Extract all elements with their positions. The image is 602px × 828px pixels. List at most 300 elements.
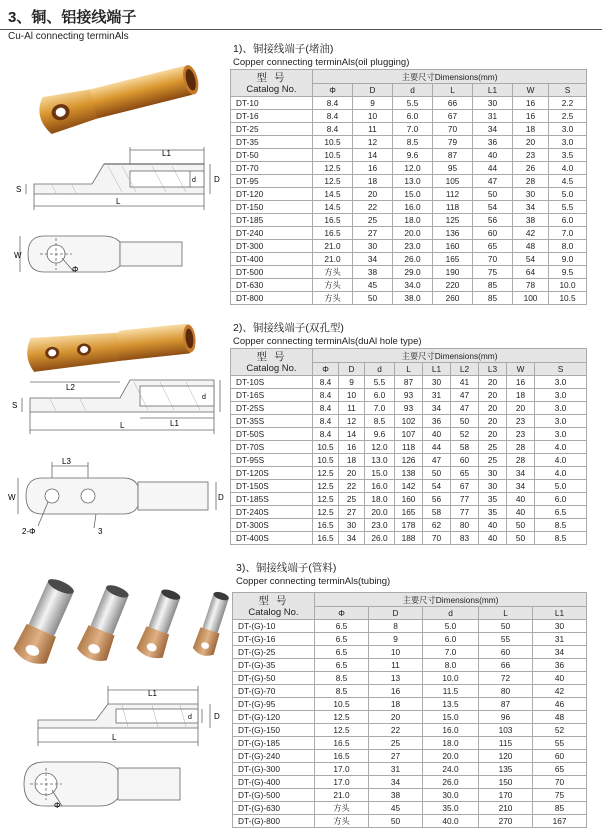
table-row xyxy=(233,802,587,815)
value-cell: 12 xyxy=(353,136,393,149)
value-cell: 103 xyxy=(479,724,533,737)
value-cell: 70 xyxy=(533,776,587,789)
value-cell: 160 xyxy=(395,493,423,506)
table-row xyxy=(231,162,587,175)
tubing-side-drawing xyxy=(12,684,232,750)
value-cell: 70 xyxy=(423,532,451,545)
section-1-heading xyxy=(233,43,409,69)
catalog-header-en: Catalog No. xyxy=(248,606,299,618)
oil-plugging-top-drawing xyxy=(14,228,194,280)
value-cell: 20 xyxy=(479,415,507,428)
table-row xyxy=(233,685,587,698)
value-cell: 10 xyxy=(353,110,393,123)
value-cell: 41 xyxy=(451,376,479,389)
catalog-cell: DT-(G)-120 xyxy=(233,711,315,724)
value-cell: 48 xyxy=(513,240,549,253)
table-row xyxy=(231,201,587,214)
catalog-cell: DT-630 xyxy=(231,279,313,292)
catalog-cell: DT-10 xyxy=(231,97,313,110)
table-row xyxy=(231,480,587,493)
table-row xyxy=(233,724,587,737)
value-cell: 9 xyxy=(353,97,393,110)
table-row xyxy=(233,750,587,763)
table-row xyxy=(231,493,587,506)
value-cell: 72 xyxy=(479,672,533,685)
value-cell: 50 xyxy=(451,415,479,428)
value-cell: 25 xyxy=(339,493,365,506)
catalog-header-en: Catalog No. xyxy=(246,362,297,374)
value-cell: 107 xyxy=(395,428,423,441)
dimensions-header: 主要尺寸Dimensions(mm) xyxy=(315,593,587,607)
section-1-spec-table xyxy=(230,69,587,305)
value-cell: 28 xyxy=(513,175,549,188)
catalog-cell: DT-240S xyxy=(231,506,313,519)
label-d: d xyxy=(188,714,192,721)
value-cell: 36 xyxy=(473,136,513,149)
value-cell: 12 xyxy=(339,415,365,428)
value-cell: 8.5 xyxy=(535,519,587,532)
value-cell: 6.0 xyxy=(549,214,587,227)
value-cell: 85 xyxy=(473,292,513,305)
table-row xyxy=(231,253,587,266)
value-cell: 8.5 xyxy=(393,136,433,149)
value-cell: 26 xyxy=(513,162,549,175)
catalog-cell: DT-70 xyxy=(231,162,313,175)
value-cell: 87 xyxy=(433,149,473,162)
value-cell: 23 xyxy=(513,149,549,162)
value-cell: 16 xyxy=(369,685,423,698)
value-cell: 18 xyxy=(507,389,535,402)
value-cell: 36 xyxy=(423,415,451,428)
value-cell: 75 xyxy=(473,266,513,279)
value-cell: 16.5 xyxy=(313,227,353,240)
value-cell: 12.5 xyxy=(313,506,339,519)
column-header: Φ xyxy=(313,84,353,97)
catalog-cell: DT-150S xyxy=(231,480,313,493)
catalog-cell: DT-(G)-16 xyxy=(233,633,315,646)
value-cell: 12.0 xyxy=(365,441,395,454)
value-cell: 35.0 xyxy=(423,802,479,815)
value-cell: 160 xyxy=(433,240,473,253)
value-cell: 16 xyxy=(339,441,365,454)
value-cell: 6.5 xyxy=(535,506,587,519)
column-header: L xyxy=(395,363,423,376)
label-2-phi: 2-Φ xyxy=(22,527,36,536)
value-cell: 20.0 xyxy=(423,750,479,763)
value-cell: 10.5 xyxy=(549,292,587,305)
value-cell: 34.0 xyxy=(393,279,433,292)
value-cell: 31 xyxy=(473,110,513,123)
value-cell: 3.0 xyxy=(535,415,587,428)
value-cell: 10.0 xyxy=(549,279,587,292)
oil-plugging-side-drawing xyxy=(12,146,232,212)
value-cell: 25 xyxy=(353,214,393,227)
value-cell: 21.0 xyxy=(313,253,353,266)
value-cell: 12.5 xyxy=(313,493,339,506)
value-cell: 27 xyxy=(353,227,393,240)
table-row xyxy=(233,789,587,802)
value-cell: 58 xyxy=(423,506,451,519)
value-cell: 22 xyxy=(353,201,393,214)
value-cell: 150 xyxy=(479,776,533,789)
table-row xyxy=(231,415,587,428)
column-header: d xyxy=(423,607,479,620)
value-cell: 20 xyxy=(479,376,507,389)
value-cell: 9 xyxy=(369,633,423,646)
tubing-lugs-photo xyxy=(6,578,232,670)
value-cell: 8.4 xyxy=(313,415,339,428)
section-3-title-cn: 3)、铜接线端子(管料) xyxy=(236,562,337,574)
label-S: S xyxy=(12,401,18,410)
value-cell: 12.5 xyxy=(315,711,369,724)
value-cell: 34 xyxy=(423,402,451,415)
value-cell: 3.0 xyxy=(549,136,587,149)
value-cell: 48 xyxy=(533,711,587,724)
section-1-title-cn: 1)、铜接线端子(堵油) xyxy=(233,43,334,55)
value-cell: 40.0 xyxy=(423,815,479,828)
value-cell: 4.0 xyxy=(535,441,587,454)
value-cell: 65 xyxy=(451,467,479,480)
value-cell: 16.5 xyxy=(313,532,339,545)
table-row xyxy=(233,711,587,724)
value-cell: 126 xyxy=(395,454,423,467)
label-L: L xyxy=(120,421,125,430)
value-cell: 115 xyxy=(479,737,533,750)
value-cell: 30 xyxy=(513,188,549,201)
value-cell: 3.5 xyxy=(549,149,587,162)
catalog-cell: DT-(G)-240 xyxy=(233,750,315,763)
value-cell: 40 xyxy=(507,506,535,519)
value-cell: 11 xyxy=(353,123,393,136)
catalog-header xyxy=(231,349,313,376)
value-cell: 12.5 xyxy=(313,162,353,175)
table-row xyxy=(231,110,587,123)
catalog-cell: DT-(G)-50 xyxy=(233,672,315,685)
table-row xyxy=(233,763,587,776)
value-cell: 18.0 xyxy=(423,737,479,750)
value-cell: 6.5 xyxy=(315,633,369,646)
page-subtitle: Cu-Al connecting terminAls xyxy=(8,31,129,42)
label-L: L xyxy=(116,197,121,206)
value-cell: 30 xyxy=(479,467,507,480)
value-cell: 50 xyxy=(507,532,535,545)
value-cell: 8.5 xyxy=(315,685,369,698)
value-cell: 6.0 xyxy=(365,389,395,402)
value-cell: 14.5 xyxy=(313,201,353,214)
table-row xyxy=(231,467,587,480)
table-row xyxy=(231,279,587,292)
value-cell: 56 xyxy=(423,493,451,506)
value-cell: 13.5 xyxy=(423,698,479,711)
value-cell: 50 xyxy=(423,467,451,480)
column-header: L1 xyxy=(423,363,451,376)
value-cell: 87 xyxy=(395,376,423,389)
value-cell: 80 xyxy=(479,685,533,698)
label-W: W xyxy=(8,493,16,502)
value-cell: 40 xyxy=(533,672,587,685)
dual-hole-top-drawing xyxy=(8,458,228,538)
section-2-heading xyxy=(233,322,422,348)
value-cell: 34 xyxy=(507,467,535,480)
value-cell: 118 xyxy=(433,201,473,214)
value-cell: 30.0 xyxy=(423,789,479,802)
value-cell: 20 xyxy=(513,136,549,149)
value-cell: 188 xyxy=(395,532,423,545)
table-row xyxy=(233,659,587,672)
value-cell: 87 xyxy=(479,698,533,711)
value-cell: 15.0 xyxy=(393,188,433,201)
column-header: Φ xyxy=(313,363,339,376)
dimensions-header: 主要尺寸Dimensions(mm) xyxy=(313,349,587,363)
table-row xyxy=(231,240,587,253)
value-cell: 方头 xyxy=(315,802,369,815)
value-cell: 12.5 xyxy=(313,175,353,188)
section-1-title-en: Copper connecting terminAls(oil plugging) xyxy=(233,57,410,68)
catalog-header xyxy=(233,593,315,620)
value-cell: 18.0 xyxy=(393,214,433,227)
value-cell: 3.0 xyxy=(535,389,587,402)
label-L1: L1 xyxy=(162,149,171,158)
catalog-cell: DT-25 xyxy=(231,123,313,136)
value-cell: 方头 xyxy=(313,279,353,292)
label-phi: Φ xyxy=(72,265,79,274)
table-row xyxy=(231,441,587,454)
catalog-cell: DT-70S xyxy=(231,441,313,454)
catalog-cell: DT-185S xyxy=(231,493,313,506)
value-cell: 210 xyxy=(479,802,533,815)
catalog-cell: DT-50 xyxy=(231,149,313,162)
value-cell: 38.0 xyxy=(393,292,433,305)
value-cell: 6.0 xyxy=(535,493,587,506)
catalog-cell: DT-400 xyxy=(231,253,313,266)
section-3-spec-table xyxy=(232,592,587,828)
value-cell: 12.0 xyxy=(393,162,433,175)
value-cell: 5.5 xyxy=(365,376,395,389)
label-L1: L1 xyxy=(148,689,157,698)
catalog-cell: DT-400S xyxy=(231,532,313,545)
catalog-cell: DT-(G)-500 xyxy=(233,789,315,802)
value-cell: 45 xyxy=(353,279,393,292)
value-cell: 112 xyxy=(433,188,473,201)
value-cell: 12.5 xyxy=(315,724,369,737)
tubing-top-drawing xyxy=(14,756,194,812)
value-cell: 56 xyxy=(473,214,513,227)
value-cell: 20 xyxy=(479,389,507,402)
value-cell: 17.0 xyxy=(315,776,369,789)
value-cell: 35 xyxy=(479,506,507,519)
value-cell: 8.0 xyxy=(423,659,479,672)
value-cell: 105 xyxy=(433,175,473,188)
value-cell: 55 xyxy=(533,737,587,750)
value-cell: 136 xyxy=(433,227,473,240)
label-L3: L3 xyxy=(62,458,71,466)
value-cell: 31 xyxy=(369,763,423,776)
value-cell: 20.0 xyxy=(393,227,433,240)
table-row xyxy=(233,737,587,750)
value-cell: 40 xyxy=(507,493,535,506)
value-cell: 93 xyxy=(395,389,423,402)
value-cell: 10.5 xyxy=(313,441,339,454)
catalog-cell: DT-(G)-300 xyxy=(233,763,315,776)
value-cell: 13.0 xyxy=(365,454,395,467)
value-cell: 11 xyxy=(339,402,365,415)
table-row xyxy=(231,266,587,279)
value-cell: 66 xyxy=(433,97,473,110)
catalog-cell: DT-800 xyxy=(231,292,313,305)
table-row xyxy=(231,149,587,162)
value-cell: 22 xyxy=(369,724,423,737)
value-cell: 70 xyxy=(473,253,513,266)
value-cell: 11.5 xyxy=(423,685,479,698)
value-cell: 3.0 xyxy=(535,428,587,441)
value-cell: 8.5 xyxy=(535,532,587,545)
catalog-header-cn: 型 号 xyxy=(258,594,289,607)
value-cell: 50 xyxy=(479,620,533,633)
value-cell: 50 xyxy=(507,519,535,532)
column-header: d xyxy=(365,363,395,376)
value-cell: 20 xyxy=(507,402,535,415)
value-cell: 55 xyxy=(479,633,533,646)
value-cell: 60 xyxy=(473,227,513,240)
value-cell: 16 xyxy=(513,97,549,110)
value-cell: 15.0 xyxy=(423,711,479,724)
table-row xyxy=(231,428,587,441)
value-cell: 23 xyxy=(507,415,535,428)
value-cell: 5.0 xyxy=(423,620,479,633)
value-cell: 8.4 xyxy=(313,389,339,402)
value-cell: 15.0 xyxy=(365,467,395,480)
value-cell: 47 xyxy=(451,389,479,402)
value-cell: 120 xyxy=(479,750,533,763)
section-3-heading xyxy=(236,562,390,588)
catalog-cell: DT-240 xyxy=(231,227,313,240)
value-cell: 54 xyxy=(473,201,513,214)
value-cell: 18 xyxy=(353,175,393,188)
value-cell: 260 xyxy=(433,292,473,305)
value-cell: 44 xyxy=(473,162,513,175)
value-cell: 18 xyxy=(339,454,365,467)
value-cell: 13.0 xyxy=(393,175,433,188)
value-cell: 34 xyxy=(353,253,393,266)
value-cell: 190 xyxy=(433,266,473,279)
section-2-title-cn: 2)、铜接线端子(双孔型) xyxy=(233,322,344,334)
column-header: L3 xyxy=(479,363,507,376)
value-cell: 6.5 xyxy=(315,646,369,659)
value-cell: 25 xyxy=(479,454,507,467)
column-header: L2 xyxy=(451,363,479,376)
value-cell: 40 xyxy=(473,149,513,162)
table-row xyxy=(233,776,587,789)
value-cell: 30 xyxy=(533,620,587,633)
column-header: Φ xyxy=(315,607,369,620)
catalog-header xyxy=(231,70,313,97)
table-row xyxy=(231,506,587,519)
value-cell: 20.0 xyxy=(365,506,395,519)
value-cell: 28 xyxy=(507,441,535,454)
value-cell: 22 xyxy=(339,480,365,493)
value-cell: 34 xyxy=(473,123,513,136)
value-cell: 178 xyxy=(395,519,423,532)
label-L1: L1 xyxy=(170,419,179,428)
value-cell: 4.5 xyxy=(549,175,587,188)
column-header: D xyxy=(339,363,365,376)
value-cell: 38 xyxy=(353,266,393,279)
value-cell: 24.0 xyxy=(423,763,479,776)
value-cell: 16.0 xyxy=(393,201,433,214)
value-cell: 34 xyxy=(513,201,549,214)
value-cell: 2.2 xyxy=(549,97,587,110)
column-header: S xyxy=(535,363,587,376)
label-L2: L2 xyxy=(66,383,75,392)
value-cell: 35 xyxy=(479,493,507,506)
section-3-title-en: Copper connecting terminAls(tubing) xyxy=(236,576,391,587)
value-cell: 13 xyxy=(369,672,423,685)
value-cell: 6.0 xyxy=(393,110,433,123)
table-row xyxy=(231,123,587,136)
value-cell: 38 xyxy=(513,214,549,227)
value-cell: 54 xyxy=(513,253,549,266)
value-cell: 26.0 xyxy=(423,776,479,789)
value-cell: 21.0 xyxy=(315,789,369,802)
value-cell: 95 xyxy=(433,162,473,175)
value-cell: 165 xyxy=(433,253,473,266)
value-cell: 47 xyxy=(473,175,513,188)
catalog-cell: DT-50S xyxy=(231,428,313,441)
value-cell: 16 xyxy=(353,162,393,175)
table-row xyxy=(233,633,587,646)
catalog-cell: DT-(G)-35 xyxy=(233,659,315,672)
value-cell: 60 xyxy=(451,454,479,467)
value-cell: 10.5 xyxy=(313,454,339,467)
catalog-cell: DT-(G)-25 xyxy=(233,646,315,659)
catalog-cell: DT-120 xyxy=(231,188,313,201)
table-row xyxy=(231,97,587,110)
value-cell: 30 xyxy=(423,376,451,389)
value-cell: 12.5 xyxy=(313,467,339,480)
value-cell: 50 xyxy=(369,815,423,828)
value-cell: 10.5 xyxy=(313,136,353,149)
value-cell: 7.0 xyxy=(423,646,479,659)
value-cell: 31 xyxy=(533,633,587,646)
column-header: D xyxy=(353,84,393,97)
value-cell: 85 xyxy=(473,279,513,292)
value-cell: 20 xyxy=(339,467,365,480)
value-cell: 12.5 xyxy=(313,480,339,493)
value-cell: 16.5 xyxy=(313,519,339,532)
catalog-header-cn: 型 号 xyxy=(256,350,287,363)
label-D: D xyxy=(214,712,220,721)
value-cell: 80 xyxy=(451,519,479,532)
value-cell: 167 xyxy=(533,815,587,828)
value-cell: 16 xyxy=(513,110,549,123)
label-W: W xyxy=(14,251,22,260)
catalog-cell: DT-(G)-630 xyxy=(233,802,315,815)
value-cell: 3.0 xyxy=(549,123,587,136)
catalog-cell: DT-120S xyxy=(231,467,313,480)
value-cell: 34 xyxy=(507,480,535,493)
value-cell: 6.5 xyxy=(315,620,369,633)
table-row xyxy=(233,672,587,685)
value-cell: 118 xyxy=(395,441,423,454)
value-cell: 52 xyxy=(451,428,479,441)
value-cell: 5.0 xyxy=(535,480,587,493)
table-row xyxy=(231,292,587,305)
value-cell: 9 xyxy=(339,376,365,389)
value-cell: 27 xyxy=(339,506,365,519)
value-cell: 16 xyxy=(507,376,535,389)
value-cell: 29.0 xyxy=(393,266,433,279)
table-row xyxy=(233,698,587,711)
